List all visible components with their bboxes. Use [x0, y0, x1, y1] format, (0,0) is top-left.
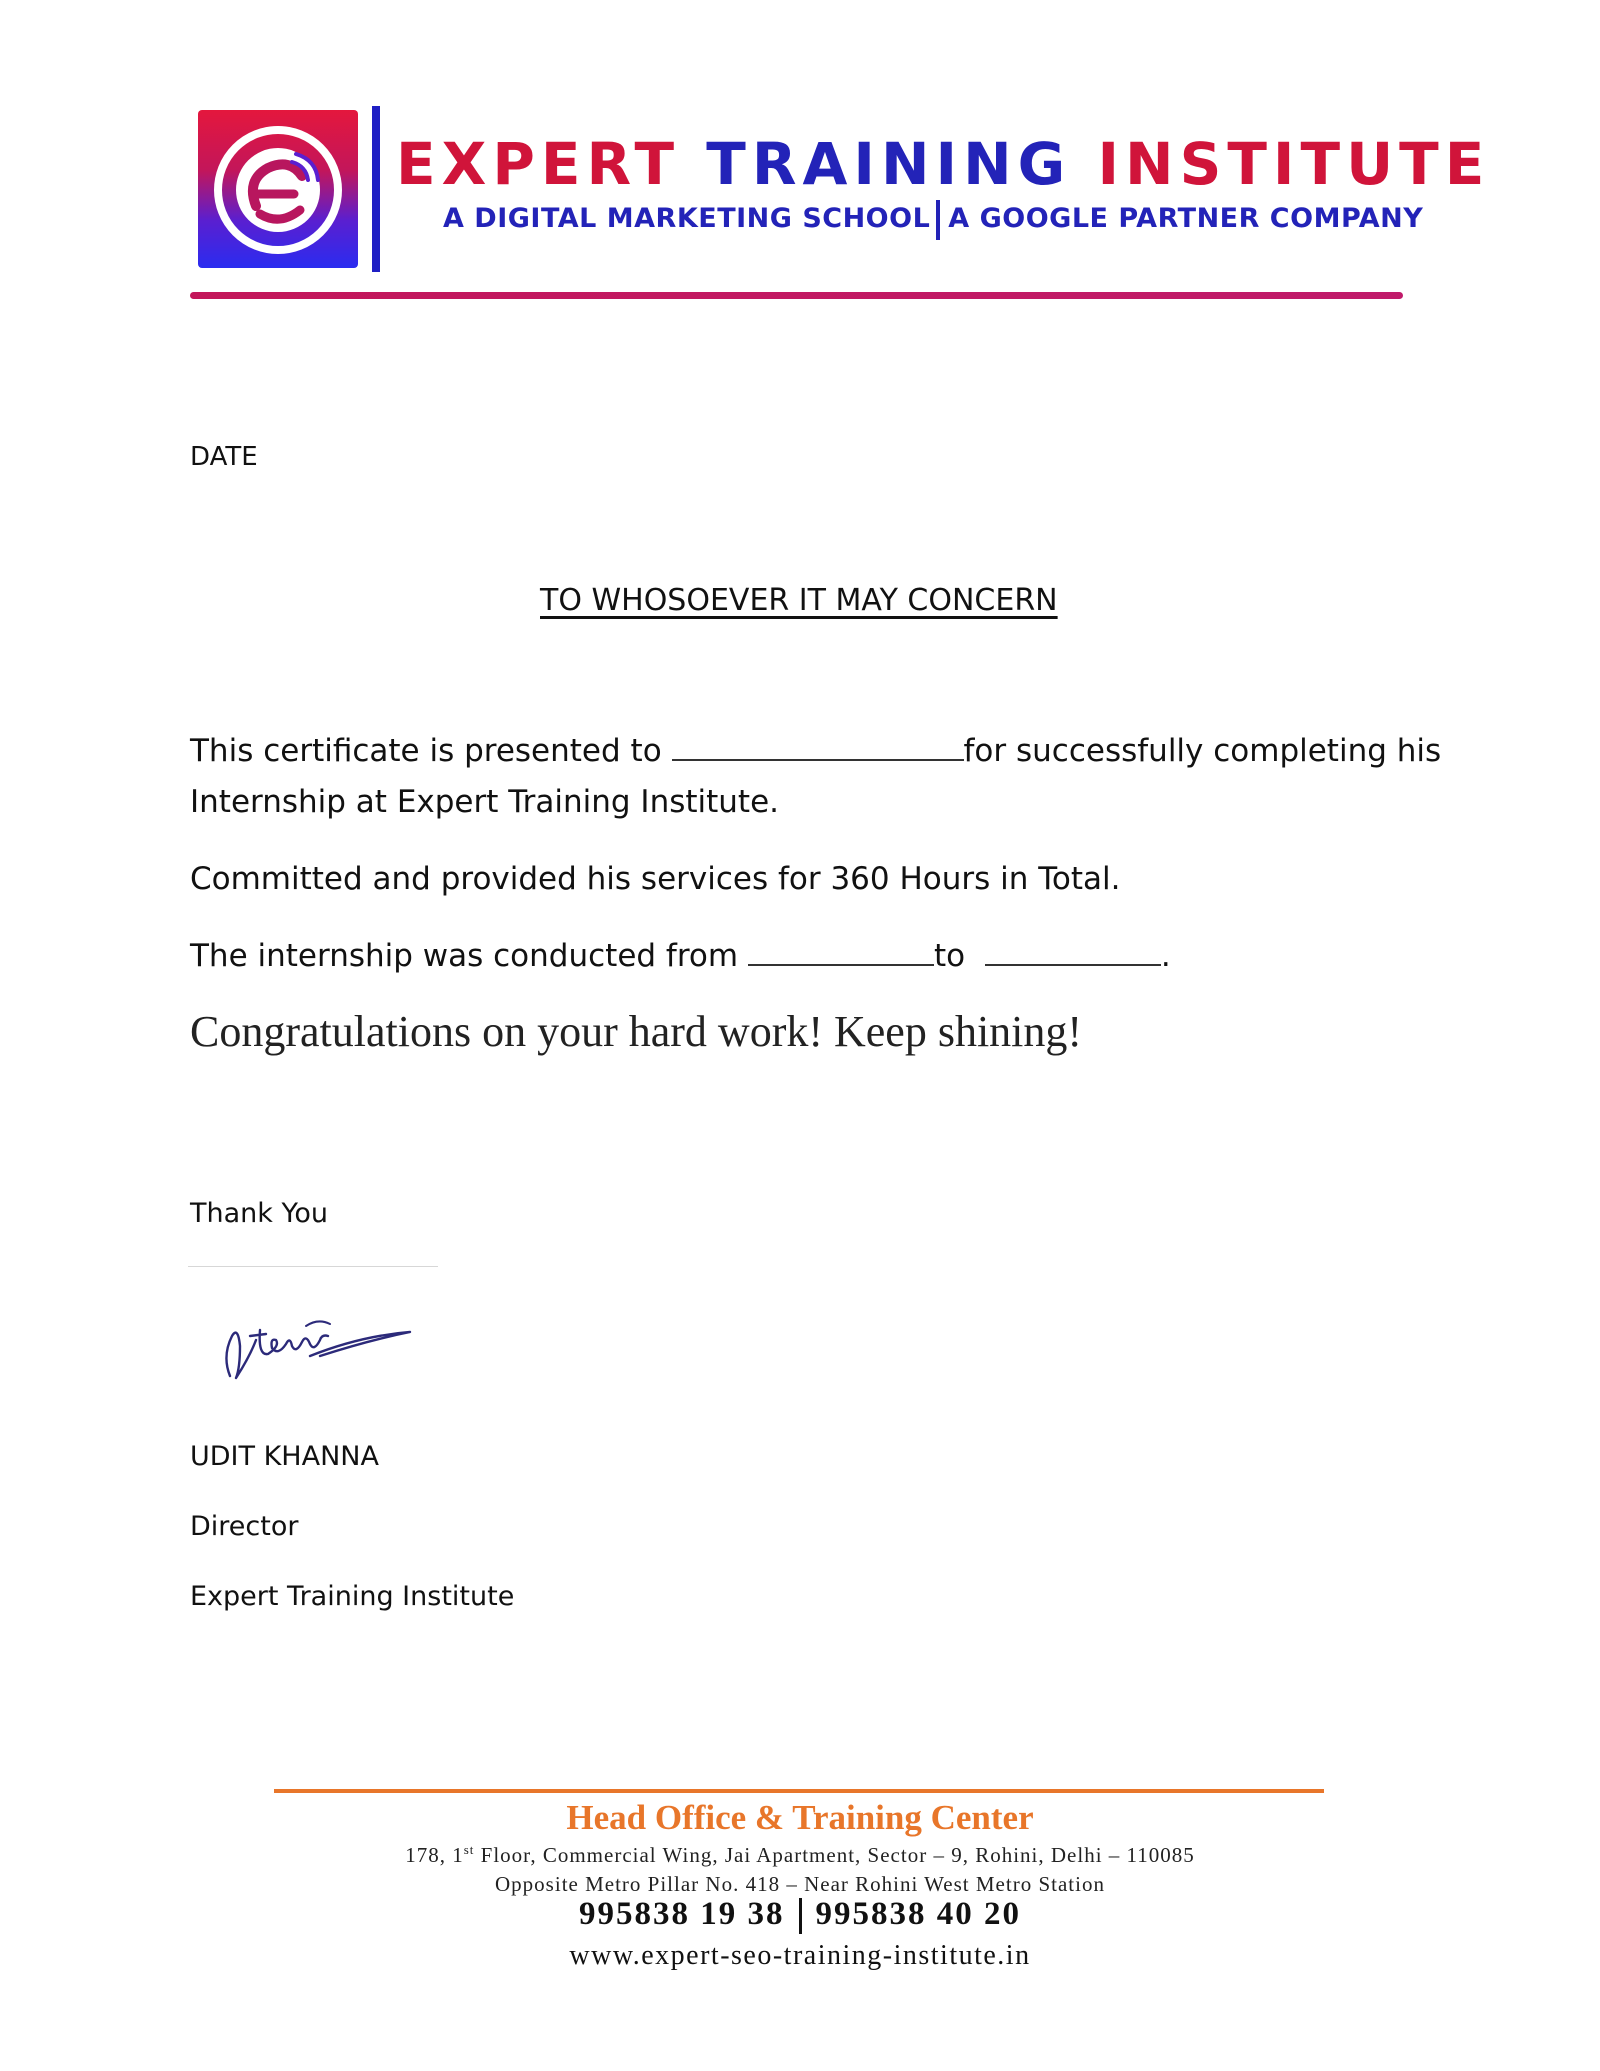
brand-word-expert: EXPERT: [396, 130, 681, 198]
phone-separator: [799, 1898, 802, 1934]
address-post: Floor, Commercial Wing, Jai Apartment, Sector – 9, Rohini, Delhi – 110085: [474, 1843, 1195, 1867]
signatory-name: UDIT KHANNA: [190, 1441, 379, 1472]
line3-end: .: [1160, 938, 1171, 974]
certificate-line-1-continued: Internship at Expert Training Institute.: [190, 784, 780, 820]
recipient-name-blank: [672, 739, 964, 761]
footer-address: [0, 1842, 1600, 1868]
tagline-separator: [936, 200, 940, 240]
footer-phones: [0, 1896, 1600, 1934]
footer-rule: [274, 1789, 1324, 1793]
certificate-line-1: [190, 733, 1441, 769]
start-date-blank: [748, 944, 934, 966]
end-date-blank: [985, 944, 1161, 966]
header-rule: [190, 292, 1403, 299]
congratulations-line: Congratulations on your hard work! Keep shining!: [190, 1007, 1083, 1056]
phone-1: 995838 19 38: [579, 1896, 785, 1932]
address-sup: st: [463, 1842, 475, 1857]
line1-prefix: This certificate is presented to: [190, 733, 672, 769]
handwritten-signature: [210, 1296, 430, 1396]
footer-website: www.expert-seo-training-institute.in: [569, 1940, 1031, 1971]
internship-period: [190, 938, 1171, 974]
signatory-organization: Expert Training Institute: [190, 1581, 515, 1612]
address-pre: 178, 1: [405, 1843, 464, 1867]
letter-heading: TO WHOSOEVER IT MAY CONCERN: [540, 583, 1058, 618]
signatory-title: Director: [190, 1511, 299, 1542]
brand-tagline: [443, 198, 1423, 240]
line1-suffix: for successfully completing his: [963, 733, 1442, 769]
line3-to: to: [933, 938, 975, 974]
brand-word-training: TRAINING: [706, 130, 1072, 198]
date-label: DATE: [190, 442, 258, 472]
footer-landmark: Opposite Metro Pillar No. 418 – Near Rohini West Metro Station: [495, 1872, 1105, 1896]
line3-prefix: The internship was conducted from: [190, 938, 748, 974]
brand-title: [396, 126, 1491, 202]
institute-logo: [198, 110, 358, 268]
phone-2: 995838 40 20: [815, 1896, 1021, 1932]
brand-word-institute: INSTITUTE: [1097, 130, 1491, 198]
stylized-e-signal-logo-icon: [198, 110, 358, 268]
hours-statement: Committed and provided his services for 360 Hours in Total.: [190, 861, 1121, 897]
letterhead-divider: [372, 106, 380, 272]
signature-rule: [188, 1266, 438, 1267]
tagline-left: A DIGITAL MARKETING SCHOOL: [443, 203, 931, 234]
footer-title: Head Office & Training Center: [566, 1798, 1034, 1837]
tagline-right: A GOOGLE PARTNER COMPANY: [948, 203, 1424, 234]
closing: Thank You: [190, 1198, 329, 1229]
